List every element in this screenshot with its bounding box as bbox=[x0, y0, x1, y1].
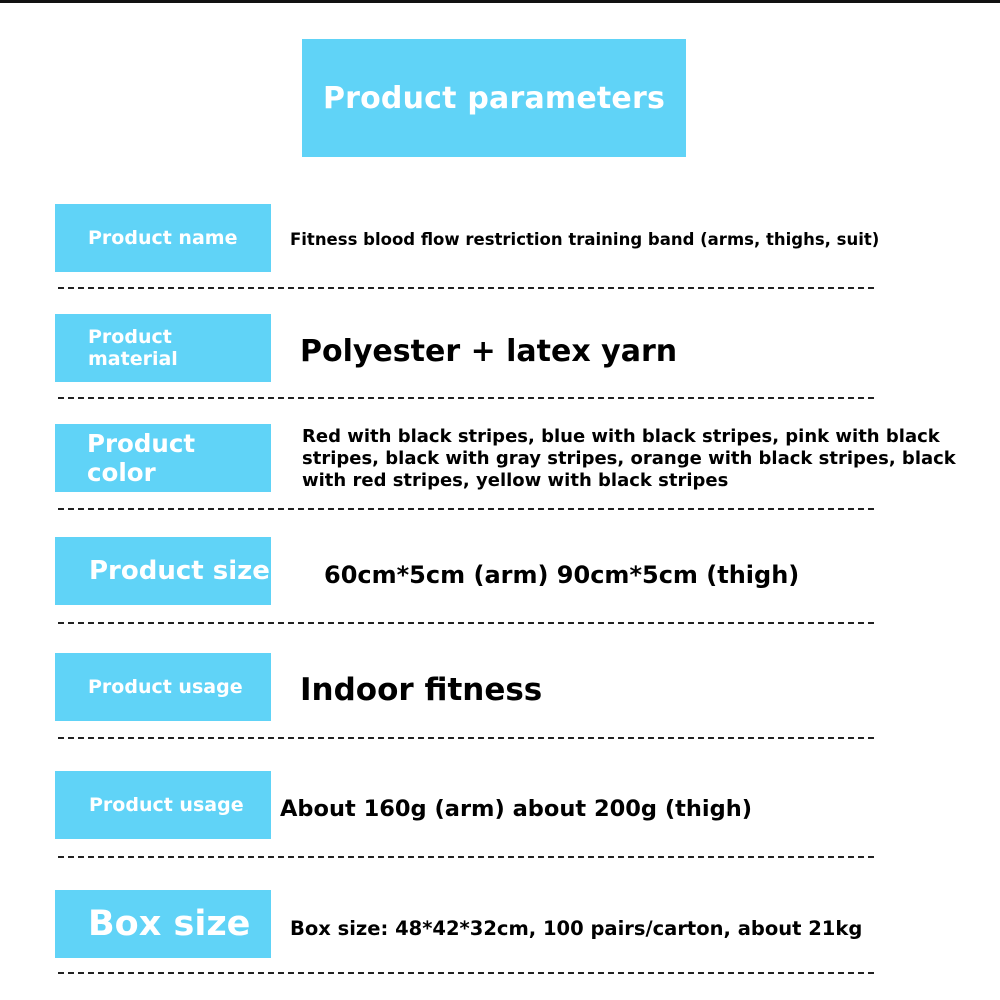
label-product-weight bbox=[55, 771, 271, 839]
value-product-material: Polyester + latex yarn bbox=[300, 334, 678, 369]
label-text: Product name bbox=[88, 227, 238, 249]
divider bbox=[58, 622, 874, 624]
divider bbox=[58, 972, 874, 974]
label-text: Product usage bbox=[89, 794, 244, 816]
header-banner bbox=[302, 39, 686, 157]
divider bbox=[58, 856, 874, 858]
value-product-size: 60cm*5cm (arm) 90cm*5cm (thigh) bbox=[324, 561, 800, 589]
label-text-line2: material bbox=[88, 348, 178, 370]
label-text: Product color bbox=[87, 429, 196, 487]
top-border bbox=[0, 0, 1000, 3]
value-product-weight: About 160g (arm) about 200g (thigh) bbox=[280, 796, 753, 822]
label-text: Product usage bbox=[88, 676, 243, 698]
label-box-size bbox=[55, 890, 271, 958]
label-product-material bbox=[55, 314, 271, 382]
divider bbox=[58, 508, 874, 510]
label-text: Product size bbox=[89, 556, 270, 586]
label-text: Box size bbox=[88, 904, 251, 944]
value-box-size: Box size: 48*42*32cm, 100 pairs/carton, about 21kg bbox=[290, 917, 863, 940]
value-line: Red with black stripes, blue with black stripes, pink with black bbox=[302, 426, 940, 447]
label-product-usage bbox=[55, 653, 271, 721]
value-product-usage: Indoor fitness bbox=[300, 672, 543, 708]
label-product-name bbox=[55, 204, 271, 272]
label-product-size bbox=[55, 537, 271, 605]
label-text-line1: Product bbox=[88, 326, 172, 348]
divider bbox=[58, 737, 874, 739]
value-line: stripes, black with gray stripes, orange with black stripes, black bbox=[302, 448, 956, 469]
value-product-name: Fitness blood flow restriction training band (arms, thighs, suit) bbox=[290, 230, 880, 249]
page-title: Product parameters bbox=[322, 80, 666, 116]
divider bbox=[58, 397, 874, 399]
value-product-color bbox=[302, 426, 956, 492]
label-product-color bbox=[55, 424, 271, 492]
divider bbox=[58, 287, 874, 289]
value-line: with red stripes, yellow with black stripes bbox=[302, 470, 729, 491]
